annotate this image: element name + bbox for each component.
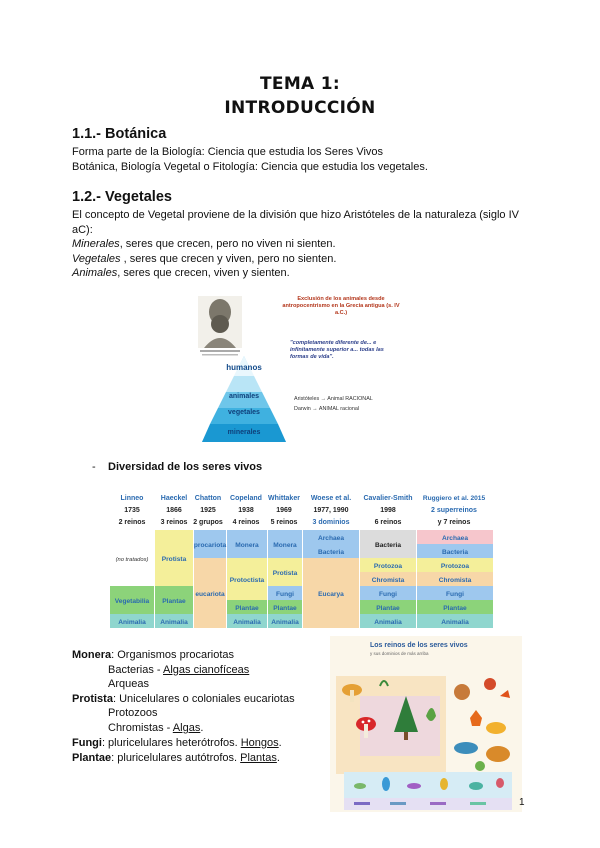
section-1-heading: 1.1.- Botánica <box>72 126 167 142</box>
aristotle-pyramid-figure <box>192 294 402 442</box>
algas-link[interactable]: Algas <box>172 722 201 734</box>
count-whittaker: 5 reinos <box>270 519 298 526</box>
cell-plantae-5: Plantae <box>443 605 467 612</box>
cell-bacteria-1: Bacteria <box>317 549 345 556</box>
fungi-term: Fungi <box>72 737 102 749</box>
s1-line-1: Forma parte de la Biología: Ciencia que estudia los Seres Vivos <box>72 146 384 158</box>
cell-vegetabilia: Vegetabilia <box>114 598 150 605</box>
year-linneo: 1735 <box>124 507 140 514</box>
cell-protista-2: Protista <box>272 570 298 577</box>
plantas-link[interactable]: Plantas <box>240 752 277 764</box>
bacterias-pre: Bacterias - <box>108 664 164 676</box>
author-woese: Woese et al. <box>310 495 352 502</box>
author-linneo: Linneo <box>120 495 144 502</box>
year-haeckel: 1866 <box>166 507 182 514</box>
cell-animalia-4: Animalia <box>271 619 299 626</box>
author-copeland: Copeland <box>230 495 262 502</box>
aristotle-bust-image <box>198 296 242 356</box>
count-chatton: 2 grupos <box>193 519 223 526</box>
cell-monera-1: Monera <box>235 542 259 549</box>
cell-animalia-6: Animalia <box>441 619 469 626</box>
kingdom-protozoos: Protozoos <box>108 707 158 719</box>
fig1-quote: "completamente diferente de... e infinitamente superior a... todas las formas de vida". <box>290 340 384 360</box>
s2-intro-2: aC): <box>72 224 93 236</box>
plantae-term: Plantae <box>72 752 112 764</box>
page-number: 1 <box>519 797 525 808</box>
title-line-2: INTRODUCCIÓN <box>224 98 376 118</box>
cell-plantae-2: Plantae <box>235 605 259 612</box>
cell-protoctista: Protoctista <box>229 577 265 584</box>
kingdom-monera <box>72 648 234 663</box>
kingdom-plantae <box>72 751 280 766</box>
year-chatton: 1925 <box>200 507 216 514</box>
author-cavalier: Cavalier-Smith <box>363 495 413 502</box>
cell-bacteria-3: Bacteria <box>441 549 469 556</box>
animales-def: , seres que crecen, viven y sienten. <box>117 267 290 279</box>
count-linneo: 2 reinos <box>118 519 146 526</box>
year-copeland: 1938 <box>238 507 254 514</box>
cell-eucariota: eucariota <box>195 591 225 598</box>
fungi-def: : pluricelulares heterótrofos. <box>101 737 241 749</box>
fungi-post: . <box>278 737 282 749</box>
pyramid-humanos: humanos <box>226 363 262 372</box>
count-haeckel: 3 reinos <box>160 519 188 526</box>
kingdom-protista <box>72 692 295 707</box>
protista-term: Protista <box>72 693 113 705</box>
count-copeland: 4 reinos <box>232 519 260 526</box>
cell-monera-2: Monera <box>273 542 297 549</box>
cell-no-tratados: (no tratados) <box>115 557 149 563</box>
cell-plantae-4: Plantae <box>376 605 400 612</box>
author-haeckel: Haeckel <box>160 495 188 502</box>
author-ruggiero: Ruggiero et al. 2015 <box>422 495 486 502</box>
cell-animalia-5: Animalia <box>374 619 402 626</box>
cell-archaea-2: Archaea <box>441 535 469 542</box>
section-2-heading: 1.2.- Vegetales <box>72 189 172 205</box>
cell-plantae-1: Plantae <box>162 598 186 605</box>
fig1-darwin: Darwin → ANIMAL racional <box>294 406 360 412</box>
kingdom-arqueas: Arqueas <box>108 678 149 690</box>
year-ruggiero: 2 superreinos <box>431 507 477 514</box>
cell-plantae-3: Plantae <box>273 605 297 612</box>
s2-animales <box>72 266 542 281</box>
cell-eucarya: Eucarya <box>318 591 344 598</box>
kingdoms-illustration <box>330 636 522 812</box>
fig3-subtitle: y sus dominios de más arriba <box>370 651 429 656</box>
algas-cianoficeas-link[interactable]: Algas cianofíceas <box>163 664 250 676</box>
diversidad-heading: Diversidad de los seres vivos <box>108 461 263 473</box>
cell-procariota: procariota <box>193 542 227 549</box>
cell-bacteria-2: Bacteria <box>374 542 402 549</box>
cell-fungi-3: Fungi <box>446 591 464 598</box>
count-ruggiero: y 7 reinos <box>437 519 471 526</box>
kingdom-chromistas <box>108 721 203 736</box>
plantae-def: : pluricelulares autótrofos. <box>111 752 241 764</box>
vegetales-def: , seres que crecen y viven, pero no sienten. <box>120 253 337 265</box>
pyramid-vegetales: vegetales <box>228 409 260 416</box>
pyramid-minerales: minerales <box>227 429 261 436</box>
plantae-post: . <box>276 752 280 764</box>
chromistas-post: . <box>200 722 204 734</box>
fig3-title: Los reinos de los seres vivos <box>370 642 468 649</box>
monera-term: Monera <box>72 649 112 661</box>
s2-intro-1: El concepto de Vegetal proviene de la división que hizo Aristóteles de la naturaleza (siglo IV <box>72 209 520 221</box>
author-chatton: Chatton <box>194 495 222 502</box>
pyramid-animales: animales <box>229 393 259 400</box>
year-cavalier: 1998 <box>380 507 396 514</box>
bullet-dash: - <box>92 461 96 473</box>
author-whittaker: Whittaker <box>268 495 300 502</box>
cell-protista-1: Protista <box>161 556 187 563</box>
cell-fungi-1: Fungi <box>276 591 294 598</box>
minerales-def: , seres que crecen, pero no viven ni sienten. <box>119 238 336 250</box>
s1-line-2: Botánica, Biología Vegetal o Fitología: Ciencia que estudia los vegetales. <box>72 161 428 173</box>
cell-archaea-1: Archaea <box>317 535 345 542</box>
cell-protozoa-1: Protozoa <box>373 563 403 570</box>
count-cavalier: 6 reinos <box>374 519 402 526</box>
protista-def: : Unicelulares o coloniales eucariotas <box>112 693 295 705</box>
table-cells <box>110 530 493 628</box>
chromistas-pre: Chromistas - <box>108 722 173 734</box>
s2-vegetales <box>72 252 542 267</box>
minerales-term: Minerales <box>72 238 120 250</box>
hongos-link[interactable]: Hongos <box>240 737 279 749</box>
animales-term: Animales <box>72 267 118 279</box>
cell-protozoa-2: Protozoa <box>440 563 470 570</box>
cell-chromista-1: Chromista <box>371 577 405 584</box>
cell-animalia-3: Animalia <box>233 619 261 626</box>
year-woese: 1977, 1990 <box>313 507 349 514</box>
count-woese: 3 dominios <box>312 519 350 526</box>
cell-animalia-2: Animalia <box>160 619 188 626</box>
classification-table <box>108 492 494 630</box>
cell-fungi-2: Fungi <box>379 591 397 598</box>
fig1-aristoteles: Aristóteles → Animal RACIONAL <box>294 396 373 402</box>
year-whittaker: 1969 <box>276 507 292 514</box>
title-line-1: TEMA 1: <box>260 74 340 94</box>
kingdom-bacterias <box>108 663 249 678</box>
cell-chromista-2: Chromista <box>438 577 472 584</box>
fig1-caption: Exclusión de los animales desde antropocentrismo en la Grecia antigua (s. IV a.C.) <box>282 296 400 316</box>
monera-def: : Organismos procariotas <box>111 649 235 661</box>
vegetales-term: Vegetales <box>72 253 121 265</box>
kingdom-fungi <box>72 736 282 751</box>
cell-animalia-1: Animalia <box>118 619 146 626</box>
s2-minerales <box>72 237 542 252</box>
